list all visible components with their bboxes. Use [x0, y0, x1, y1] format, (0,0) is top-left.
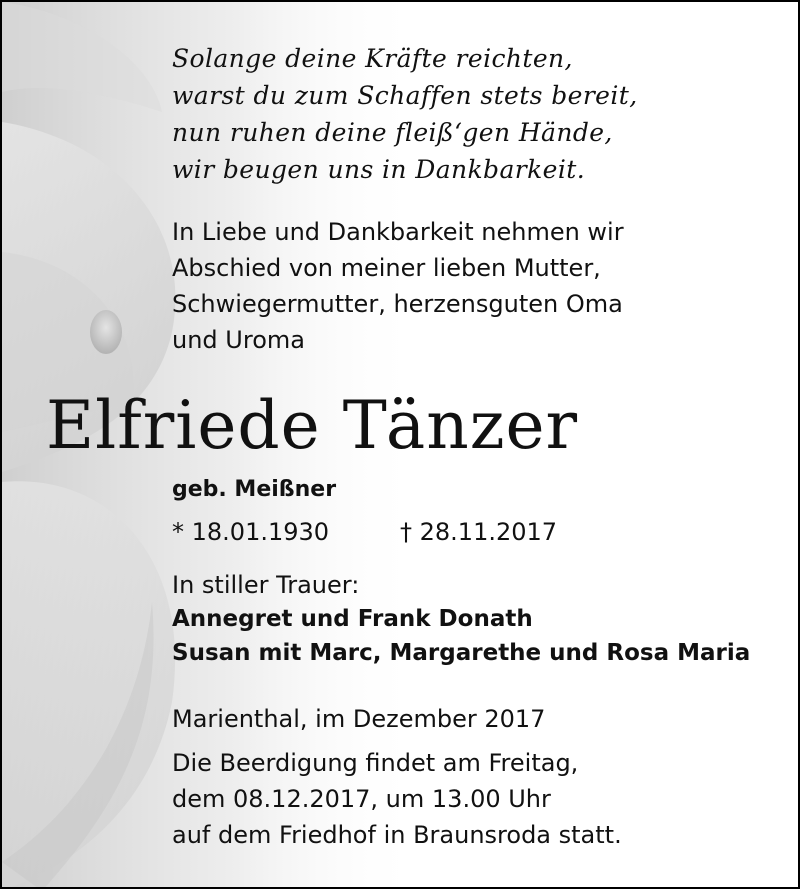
funeral-info [172, 745, 622, 853]
intro-line: Schwiegermutter, herzensguten Oma [172, 290, 623, 318]
notice-content [2, 2, 798, 887]
intro-line: Abschied von meiner lieben Mutter, [172, 254, 601, 282]
intro-text [172, 214, 624, 358]
poem-line: wir beugen uns in Dankbarkeit. [172, 155, 586, 184]
mourners-label: In stiller Trauer: [172, 571, 360, 599]
poem-line: Solange deine Kräfte reichten, [172, 44, 573, 73]
funeral-line: auf dem Friedhof in Braunsroda statt. [172, 821, 622, 849]
poem-line: nun ruhen deine fleiß‘gen Hände, [172, 118, 613, 147]
mourner-line: Annegret und Frank Donath [172, 606, 533, 632]
mourners-block [172, 568, 750, 670]
birth-name: geb. Meißner [172, 477, 337, 502]
funeral-line: dem 08.12.2017, um 13.00 Uhr [172, 785, 551, 813]
intro-line: In Liebe und Dankbarkeit nehmen wir [172, 218, 624, 246]
funeral-line: Die Beerdigung findet am Freitag, [172, 749, 579, 777]
birth-date: * 18.01.1930 [172, 518, 330, 546]
deceased-name: Elfriede Tänzer [46, 387, 579, 464]
intro-line: und Uroma [172, 326, 305, 354]
death-date: † 28.11.2017 [400, 518, 558, 546]
poem-line: warst du zum Schaffen stets bereit, [172, 81, 638, 110]
mourner-line: Susan mit Marc, Margarethe und Rosa Maria [172, 640, 751, 666]
place-and-date: Marienthal, im Dezember 2017 [172, 705, 546, 733]
life-dates [172, 516, 558, 548]
memorial-poem [172, 40, 638, 188]
